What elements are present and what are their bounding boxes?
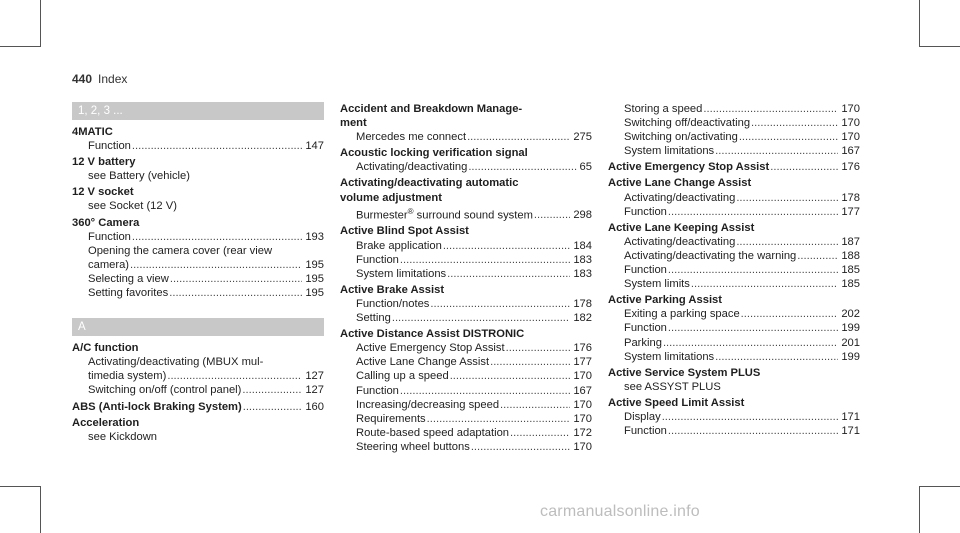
- index-heading: Accident and Breakdown Manage-: [340, 103, 523, 115]
- page-ref[interactable]: 171: [841, 425, 860, 438]
- index-entry[interactable]: Activating/deactivating ..... 187: [608, 235, 860, 249]
- page-ref[interactable]: 199: [841, 350, 860, 363]
- crop-mark: [40, 0, 41, 47]
- page-ref[interactable]: 170: [573, 412, 592, 425]
- index-entry[interactable]: Activating/deactivating ..... 65: [340, 160, 592, 174]
- index-entry-line: Activating/deactivating (MBUX mul-: [88, 356, 264, 369]
- see-reference[interactable]: see Battery (vehicle): [88, 170, 190, 183]
- index-heading: ment: [340, 117, 367, 130]
- page-ref[interactable]: 188: [841, 249, 860, 262]
- index-entry[interactable]: Burmester® surround sound system ..... 298: [340, 205, 592, 223]
- index-column-2: [340, 102, 592, 454]
- page-ref[interactable]: 187: [841, 235, 860, 248]
- section-header: 1, 2, 3 ...: [72, 102, 324, 120]
- index-heading: 12 V socket: [72, 186, 134, 199]
- index-heading: A/C function: [72, 342, 139, 355]
- page-ref[interactable]: 176: [841, 161, 860, 174]
- crop-mark: [919, 486, 960, 487]
- index-entry[interactable]: Function ..... 171: [608, 424, 860, 438]
- see-reference[interactable]: see ASSYST PLUS: [624, 380, 721, 393]
- index-heading: Active Lane Keeping Assist: [608, 221, 755, 234]
- page-ref[interactable]: 182: [573, 312, 592, 325]
- index-entry[interactable]: Active Lane Change Assist ..... 177: [340, 355, 592, 369]
- index-heading: Acceleration: [72, 416, 140, 429]
- index-heading: 4MATIC: [72, 126, 113, 138]
- index-entry[interactable]: Mercedes me connect ..... 275: [340, 130, 592, 144]
- page-ref[interactable]: 160: [305, 400, 324, 413]
- index-heading: 12 V battery: [72, 156, 136, 169]
- index-entry[interactable]: Switching on/off (control panel) ..... 127: [72, 383, 324, 397]
- index-entry[interactable]: Function ..... 147: [72, 139, 324, 153]
- page-ref[interactable]: 298: [573, 209, 592, 222]
- page-ref[interactable]: 171: [841, 410, 860, 423]
- page-ref[interactable]: 178: [573, 297, 592, 310]
- index-entry[interactable]: Setting ..... 182: [340, 311, 592, 325]
- index-entry[interactable]: Active Emergency Stop Assist ..... 176: [608, 160, 860, 174]
- page-ref[interactable]: 201: [841, 336, 860, 349]
- index-entry[interactable]: Function ..... 185: [608, 263, 860, 277]
- page-ref[interactable]: 193: [305, 230, 324, 243]
- page-ref[interactable]: 170: [573, 370, 592, 383]
- page-ref[interactable]: 195: [305, 287, 324, 300]
- page-ref[interactable]: 183: [573, 253, 592, 266]
- index-entry[interactable]: Switching off/deactivating ..... 170: [608, 116, 860, 130]
- page-ref[interactable]: 199: [841, 322, 860, 335]
- index-entry[interactable]: Display ..... 171: [608, 410, 860, 424]
- index-entry[interactable]: ABS (Anti-lock Braking System) ..... 160: [72, 400, 324, 414]
- index-heading: Active Blind Spot Assist: [340, 225, 469, 238]
- index-entry[interactable]: camera) ..... 195: [72, 258, 324, 272]
- page-ref[interactable]: 177: [841, 205, 860, 218]
- index-heading: Active Brake Assist: [340, 283, 445, 296]
- index-entry[interactable]: System limitations ..... 167: [608, 144, 860, 158]
- index-heading: Active Lane Change Assist: [608, 177, 752, 190]
- index-entry[interactable]: Parking ..... 201: [608, 336, 860, 350]
- index-entry[interactable]: Calling up a speed ..... 170: [340, 369, 592, 383]
- index-entry[interactable]: Storing a speed ..... 170: [608, 102, 860, 116]
- index-entry[interactable]: Active Emergency Stop Assist ..... 176: [340, 341, 592, 355]
- index-heading: volume adjustment: [340, 191, 442, 204]
- index-heading: Active Distance Assist DISTRONIC: [340, 328, 525, 341]
- index-heading: Activating/deactivating automatic: [340, 177, 519, 190]
- index-column-3: [608, 102, 860, 438]
- index-column-1: [72, 102, 324, 444]
- page-ref[interactable]: 202: [841, 308, 860, 321]
- index-entry[interactable]: Steering wheel buttons ..... 170: [340, 440, 592, 454]
- page-ref[interactable]: 185: [841, 264, 860, 277]
- crop-mark: [0, 486, 41, 487]
- crop-mark: [919, 0, 920, 47]
- index-heading: Acoustic locking verification signal: [340, 147, 528, 160]
- index-entry[interactable]: Increasing/decreasing speed ..... 170: [340, 398, 592, 412]
- index-heading: 360° Camera: [72, 216, 140, 229]
- page-ref[interactable]: 127: [305, 370, 324, 383]
- page-ref[interactable]: 127: [305, 384, 324, 397]
- index-entry[interactable]: System limitations ..... 199: [608, 350, 860, 364]
- index-heading: Active Parking Assist: [608, 294, 722, 307]
- index-heading: Active Service System PLUS: [608, 366, 761, 379]
- page-ref[interactable]: 176: [573, 342, 592, 355]
- page-ref[interactable]: 65: [579, 161, 592, 174]
- page-header: [72, 72, 127, 86]
- page-ref[interactable]: 185: [841, 278, 860, 291]
- index-entry[interactable]: Setting favorites ..... 195: [72, 286, 324, 300]
- page-ref[interactable]: 167: [841, 145, 860, 158]
- index-entry[interactable]: Function ..... 199: [608, 321, 860, 335]
- page-ref[interactable]: 172: [573, 426, 592, 439]
- page-ref[interactable]: 167: [573, 384, 592, 397]
- index-entry[interactable]: Activating/deactivating ..... 178: [608, 191, 860, 205]
- index-entry[interactable]: Function ..... 167: [340, 384, 592, 398]
- page-ref[interactable]: 170: [841, 117, 860, 130]
- page-title: Index: [98, 72, 128, 86]
- registered-mark: ®: [407, 206, 414, 216]
- index-entry-line: Opening the camera cover (rear view: [88, 244, 273, 257]
- index-heading: Active Speed Limit Assist: [608, 396, 745, 409]
- page-ref[interactable]: 147: [305, 140, 324, 153]
- index-entry[interactable]: Function ..... 183: [340, 253, 592, 267]
- index-entry[interactable]: Brake application ..... 184: [340, 239, 592, 253]
- page-ref[interactable]: 170: [573, 440, 592, 453]
- page-ref[interactable]: 170: [841, 131, 860, 144]
- page-ref[interactable]: 183: [573, 267, 592, 280]
- crop-mark: [919, 486, 920, 533]
- index-entry[interactable]: Switching on/activating ..... 170: [608, 130, 860, 144]
- page-ref[interactable]: 178: [841, 191, 860, 204]
- index-entry[interactable]: Function/notes ..... 178: [340, 297, 592, 311]
- index-entry[interactable]: timedia system) ..... 127: [72, 369, 324, 383]
- index-entry[interactable]: System limitations ..... 183: [340, 267, 592, 281]
- watermark: carmanualsonline.info: [540, 503, 700, 520]
- page-ref[interactable]: 195: [305, 258, 324, 271]
- index-entry[interactable]: Exiting a parking space ..... 202: [608, 307, 860, 321]
- crop-mark: [0, 46, 41, 47]
- index-entry[interactable]: Requirements ..... 170: [340, 412, 592, 426]
- index-entry[interactable]: System limits ..... 185: [608, 277, 860, 291]
- page-ref[interactable]: 177: [573, 356, 592, 369]
- page-number: 440: [72, 72, 93, 86]
- index-entry[interactable]: Route-based speed adaptation ..... 172: [340, 426, 592, 440]
- crop-mark: [919, 46, 960, 47]
- section-header: A: [72, 318, 324, 336]
- index-entry[interactable]: Function ..... 177: [608, 205, 860, 219]
- page-ref[interactable]: 170: [573, 398, 592, 411]
- see-reference[interactable]: see Socket (12 V): [88, 200, 177, 213]
- page-ref[interactable]: 275: [573, 131, 592, 144]
- crop-mark: [40, 486, 41, 533]
- index-entry[interactable]: Function ..... 193: [72, 230, 324, 244]
- page-ref[interactable]: 170: [841, 103, 860, 115]
- index-entry[interactable]: Selecting a view ..... 195: [72, 272, 324, 286]
- index-entry[interactable]: Activating/deactivating the warning ..... 188: [608, 249, 860, 263]
- see-reference[interactable]: see Kickdown: [88, 430, 158, 443]
- page-ref[interactable]: 195: [305, 272, 324, 285]
- page-ref[interactable]: 184: [573, 239, 592, 252]
